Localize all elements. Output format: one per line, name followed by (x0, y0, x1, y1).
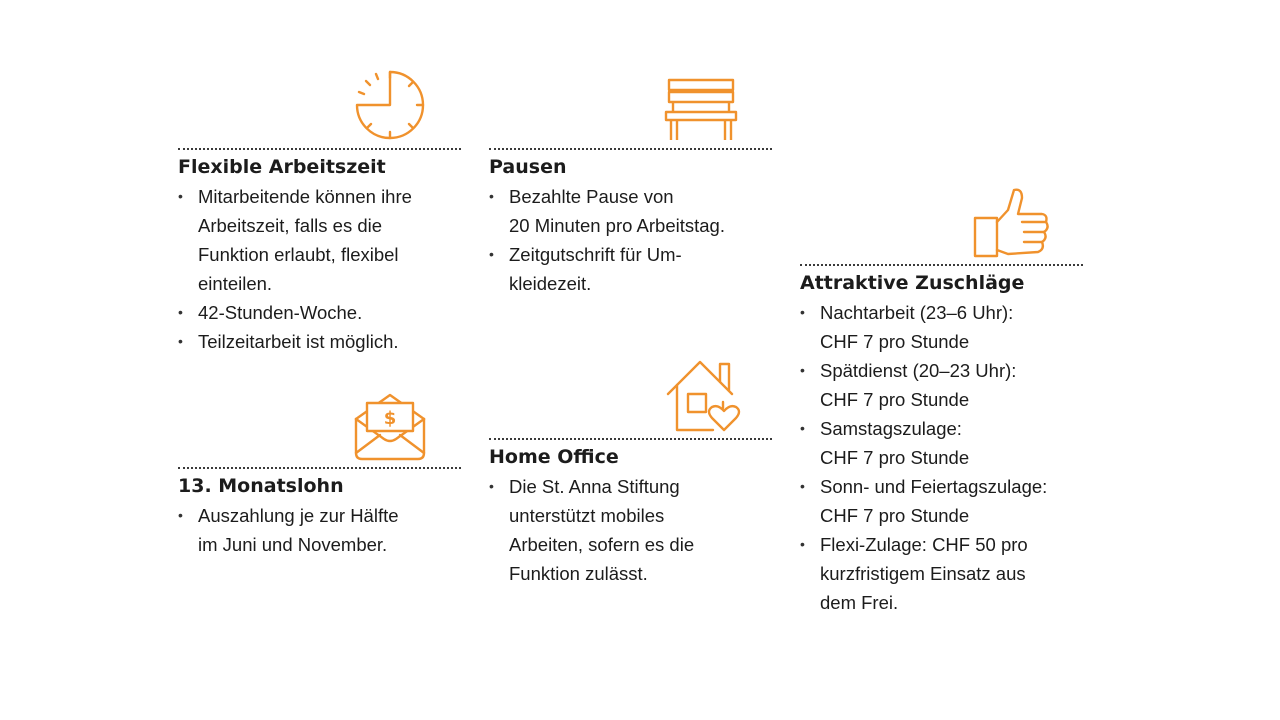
salary-envelope-icon (354, 391, 426, 461)
list-item: • Mitarbeitende können ihre Arbeitszeit, falls es die Funktion erlaubt, flexibel einteilen. (178, 182, 461, 298)
list-item: • Bezahlte Pause von 20 Minuten pro Arbeitstag. (489, 182, 772, 240)
clock-icon (354, 68, 428, 142)
section-title: Flexible Arbeitszeit (178, 156, 386, 178)
list-item: • Samstagszulage: CHF 7 pro Stunde (800, 414, 1083, 472)
list-item: • Spätdienst (20–23 Uhr): CHF 7 pro Stunde (800, 356, 1083, 414)
thumbs-up-icon (972, 186, 1050, 258)
bench-icon (665, 78, 737, 142)
section-divider (800, 264, 1083, 266)
benefit-list (489, 182, 772, 298)
section-divider (489, 438, 772, 440)
list-item: • Teilzeitarbeit ist möglich. (178, 327, 461, 356)
benefit-list (178, 182, 461, 356)
section-divider (489, 148, 772, 150)
section-title: Attraktive Zuschläge (800, 272, 1025, 294)
svg-text:$: $ (383, 408, 397, 429)
section-title: Pausen (489, 156, 567, 178)
list-item: • Die St. Anna Stiftung unterstützt mobiles Arbeiten, sofern es die Funktion zulässt. (489, 472, 772, 588)
list-item: • 42-Stunden-Woche. (178, 298, 461, 327)
list-item: • Sonn- und Feiertagszulage: CHF 7 pro Stunde (800, 472, 1083, 530)
section-title: 13. Monatslohn (178, 475, 344, 497)
benefit-list (489, 472, 772, 588)
list-item: • Flexi-Zulage: CHF 50 pro kurzfristigem Einsatz aus dem Frei. (800, 530, 1083, 617)
section-title: Home Office (489, 446, 619, 468)
section-divider (178, 148, 461, 150)
section-divider (178, 467, 461, 469)
home-heart-icon (665, 358, 739, 432)
list-item: • Zeitgutschrift für Um- kleidezeit. (489, 240, 772, 298)
benefit-list (800, 298, 1083, 617)
list-item: • Nachtarbeit (23–6 Uhr): CHF 7 pro Stunde (800, 298, 1083, 356)
benefit-list (178, 501, 461, 559)
list-item: • Auszahlung je zur Hälfte im Juni und November. (178, 501, 461, 559)
